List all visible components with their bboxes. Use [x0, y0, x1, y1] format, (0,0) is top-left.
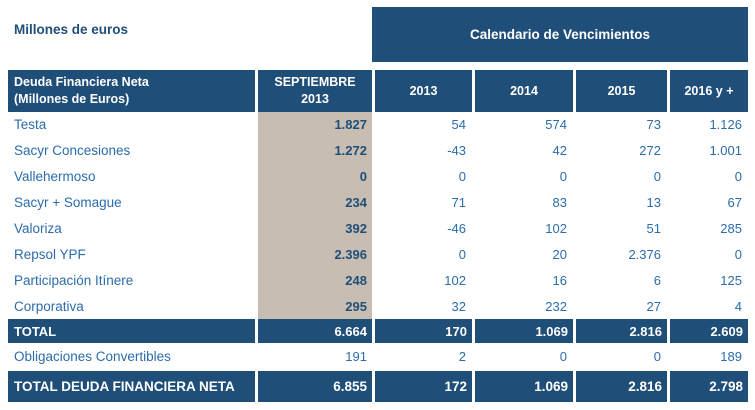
- cell-september: 1.827: [258, 112, 372, 138]
- header-year-2013-label: 2013: [409, 83, 438, 98]
- cell-2015: 13: [646, 195, 661, 211]
- grand-total-cell-2016-plus: 2.798: [670, 371, 748, 402]
- header-year-2014-label: 2014: [510, 83, 538, 98]
- cell-2013: -46: [447, 220, 466, 236]
- cell-2014: 83: [552, 195, 567, 211]
- cell-2014: 16: [552, 272, 567, 288]
- total-cell-2016-plus: 2.609: [670, 319, 748, 343]
- total-label: TOTAL: [8, 319, 255, 343]
- cell-2015: 73: [646, 117, 661, 133]
- total-cell-2014: 1.069: [475, 319, 573, 343]
- header-year-2016-plus: [670, 70, 748, 112]
- table-row-vallehermoso: [8, 164, 748, 190]
- header-year-2016-plus-label: 2016 y +: [684, 83, 734, 98]
- cell-september: 191: [345, 348, 367, 364]
- cell-2014: 0: [559, 169, 567, 185]
- cell-2016-plus: 285: [720, 220, 742, 236]
- cell-september: 234: [258, 190, 372, 216]
- header-year-2014: [475, 70, 573, 112]
- cell-2013: 71: [451, 195, 466, 211]
- header-year-2015-label: 2015: [607, 83, 636, 98]
- table-row-sacyr-concesiones: [8, 138, 748, 164]
- cell-2014: 574: [545, 117, 567, 133]
- maturity-calendar-label: Calendario de Vencimientos: [469, 27, 651, 42]
- row-label: Repsol YPF: [14, 246, 86, 262]
- cell-september: 2.396: [258, 241, 372, 267]
- row-label: Corporativa: [14, 298, 84, 314]
- table-row-sacyr-somague: [8, 190, 748, 216]
- header-september-2013: [258, 70, 372, 112]
- cell-2016-plus: 125: [720, 272, 742, 288]
- row-label: Testa: [14, 117, 47, 133]
- cell-2013: 54: [451, 117, 466, 133]
- cell-2013: -43: [447, 143, 466, 159]
- header-september-line2: 2013: [301, 92, 329, 106]
- header-september-line1: SEPTIEMBRE: [274, 75, 356, 90]
- grand-total-label: TOTAL DEUDA FINANCIERA NETA: [8, 371, 255, 402]
- total-cell-2015: 2.816: [576, 319, 667, 343]
- table-row-total: [8, 319, 748, 343]
- header-year-2013: [375, 70, 472, 112]
- cell-2016-plus: 0: [734, 246, 742, 262]
- cell-2014: 0: [559, 348, 567, 364]
- table-header-row: [8, 70, 748, 112]
- row-label: Obligaciones Convertibles: [14, 348, 171, 364]
- cell-2015: 272: [639, 143, 661, 159]
- cell-september: 1.272: [258, 138, 372, 164]
- cell-2014: 20: [552, 246, 567, 262]
- cell-2014: 232: [545, 298, 567, 314]
- cell-2015: 51: [646, 220, 661, 236]
- cell-2016-plus: 1.001: [709, 143, 742, 159]
- cell-2013: 2: [458, 348, 466, 364]
- header-debt-label: [8, 70, 255, 112]
- table-row-grand-total: [8, 371, 748, 402]
- cell-2014: 42: [552, 143, 567, 159]
- cell-2013: 0: [458, 169, 466, 185]
- grand-total-cell-2014: 1.069: [475, 371, 573, 402]
- header-debt-label-line2: (Millones de Euros): [14, 92, 130, 106]
- cell-2015: 27: [646, 298, 661, 314]
- cell-september: 0: [258, 164, 372, 190]
- maturity-calendar-band: [372, 7, 748, 62]
- grand-total-cell-september: 6.855: [258, 371, 372, 402]
- table-row-corporativa: [8, 293, 748, 319]
- row-label: Sacyr Concesiones: [14, 143, 131, 159]
- row-label: Vallehermoso: [14, 169, 96, 185]
- cell-2013: 102: [444, 272, 466, 288]
- table-row-repsol-ypf: [8, 241, 748, 267]
- total-cell-2013: 170: [375, 319, 472, 343]
- table-row-testa: [8, 112, 748, 138]
- cell-2013: 32: [451, 298, 466, 314]
- cell-2015: 0: [653, 169, 661, 185]
- cell-2015: 6: [653, 272, 661, 288]
- total-cell-september: 6.664: [258, 319, 372, 343]
- cell-2014: 102: [545, 220, 567, 236]
- header-debt-label-line1: Deuda Financiera Neta: [14, 75, 149, 90]
- page-title: Millones de euros: [14, 22, 129, 37]
- cell-2015: 2.376: [628, 246, 661, 262]
- cell-2016-plus: 189: [720, 348, 742, 364]
- table-row-participacion-itinere: [8, 267, 748, 293]
- cell-2015: 0: [653, 348, 661, 364]
- row-label: Sacyr + Somague: [14, 195, 122, 211]
- row-label: Participación Itínere: [14, 272, 134, 288]
- cell-september: 248: [258, 267, 372, 293]
- table-row-valoriza: [8, 216, 748, 242]
- grand-total-cell-2013: 172: [375, 371, 472, 402]
- cell-2016-plus: 4: [734, 298, 742, 314]
- cell-2013: 0: [458, 246, 466, 262]
- header-year-2015: [576, 70, 667, 112]
- row-label: Valoriza: [14, 220, 62, 236]
- cell-september: 392: [258, 216, 372, 242]
- cell-2016-plus: 67: [727, 195, 742, 211]
- debt-table: [8, 70, 748, 402]
- cell-2016-plus: 1.126: [709, 117, 742, 133]
- table-body: [8, 112, 748, 319]
- cell-september: 295: [258, 293, 372, 319]
- cell-2016-plus: 0: [734, 169, 742, 185]
- grand-total-cell-2015: 2.816: [576, 371, 667, 402]
- table-row-obligaciones-convertibles: [8, 343, 748, 369]
